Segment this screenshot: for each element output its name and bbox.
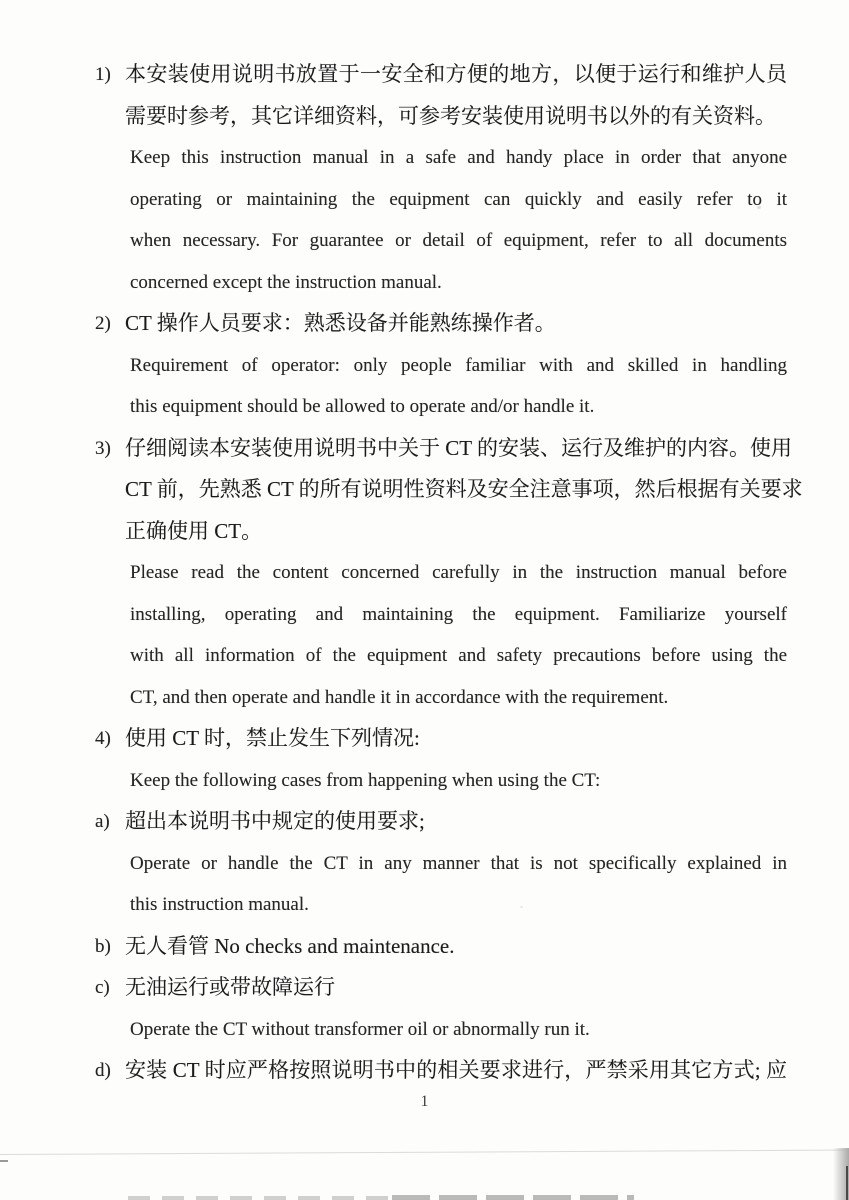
text-line: Please read the content concerned carefully in the instruction manual before xyxy=(130,562,787,583)
list-item xyxy=(95,926,787,968)
text-line: CT 操作人员要求：熟悉设备并能熟练操作者。 xyxy=(125,311,556,335)
item-marker: a) xyxy=(95,811,110,832)
text-line: 需要时参考，其它详细资料，可参考安装使用说明书以外的有关资料。 xyxy=(125,103,776,128)
page-number: 1 xyxy=(420,1093,429,1110)
text-line: CT 前，先熟悉 CT 的所有说明性资料及安全注意事项，然后根据有关要求 xyxy=(125,477,803,501)
item-marker: b) xyxy=(95,935,111,957)
list-item xyxy=(95,801,787,926)
list-item xyxy=(95,967,787,1050)
text-line: operating or maintaining the equipment can quickly and easily refer to it xyxy=(130,188,787,210)
text-line: 仔细阅读本安装使用说明书中关于 CT 的安装、运行及维护的内容。使用 xyxy=(125,435,792,460)
text-line: installing, operating and maintaining the equipment. Familiarize yourself xyxy=(130,603,787,625)
text-line: Operate or handle the CT in any manner that is not specifically explained in xyxy=(130,852,787,874)
list-item xyxy=(95,54,787,303)
scan-bottom-cutoff-text xyxy=(128,1196,388,1200)
text-line: 超出本说明书中规定的使用要求; xyxy=(125,809,425,833)
item-marker: 3) xyxy=(95,437,111,459)
list-item xyxy=(95,718,787,801)
text-line: Keep this instruction manual in a safe and handy place in order that anyone xyxy=(130,147,787,168)
item-marker: 1) xyxy=(95,64,111,85)
scan-noise-speck xyxy=(520,906,523,908)
text-line: when necessary. For guarantee or detail of equipment, refer to all documents xyxy=(130,230,787,251)
scan-left-edge-mark xyxy=(0,1160,8,1162)
text-line: concerned except the instruction manual. xyxy=(130,271,442,293)
text-line: 无油运行或带故障运行 xyxy=(125,975,335,999)
text-line: Keep the following cases from happening when using the CT: xyxy=(130,769,601,791)
text-line: 正确使用 CT。 xyxy=(125,518,263,543)
scan-right-edge-dark-line xyxy=(846,1166,848,1200)
text-line: this instruction manual. xyxy=(130,894,309,915)
text-line: Operate the CT without transformer oil or abnormally run it. xyxy=(130,1018,590,1040)
item-marker: 2) xyxy=(95,313,111,334)
text-line: with all information of the equipment and safety precautions before using the xyxy=(130,645,787,666)
item-marker: c) xyxy=(95,977,110,998)
text-line: 无人看管 No checks and maintenance. xyxy=(125,933,455,958)
text-line: CT, and then operate and handle it in accordance with the requirement. xyxy=(130,686,669,708)
text-line: 安装 CT 时应严格按照说明书中的相关要求进行，严禁采用其它方式; 应 xyxy=(125,1058,787,1082)
list-item xyxy=(95,428,803,719)
scan-noise-speck xyxy=(347,568,350,571)
item-marker: d) xyxy=(95,1060,111,1081)
text-line: this equipment should be allowed to operate and/or handle it. xyxy=(130,396,595,417)
scan-bottom-cutoff-text-dark xyxy=(392,1195,634,1200)
list-item xyxy=(95,303,787,428)
content xyxy=(95,54,803,1092)
text-line: 使用 CT 时，禁止发生下列情况: xyxy=(125,726,420,750)
list-item xyxy=(95,1050,787,1092)
text-line: Requirement of operator: only people familiar with and skilled in handling xyxy=(130,354,787,376)
scan-page-edge-line xyxy=(0,1149,849,1155)
scan-noise-speck xyxy=(757,206,761,209)
text-line: 本安装使用说明书放置于一安全和方便的地方，以便于运行和维护人员 xyxy=(125,62,787,86)
item-marker: 4) xyxy=(95,728,111,749)
